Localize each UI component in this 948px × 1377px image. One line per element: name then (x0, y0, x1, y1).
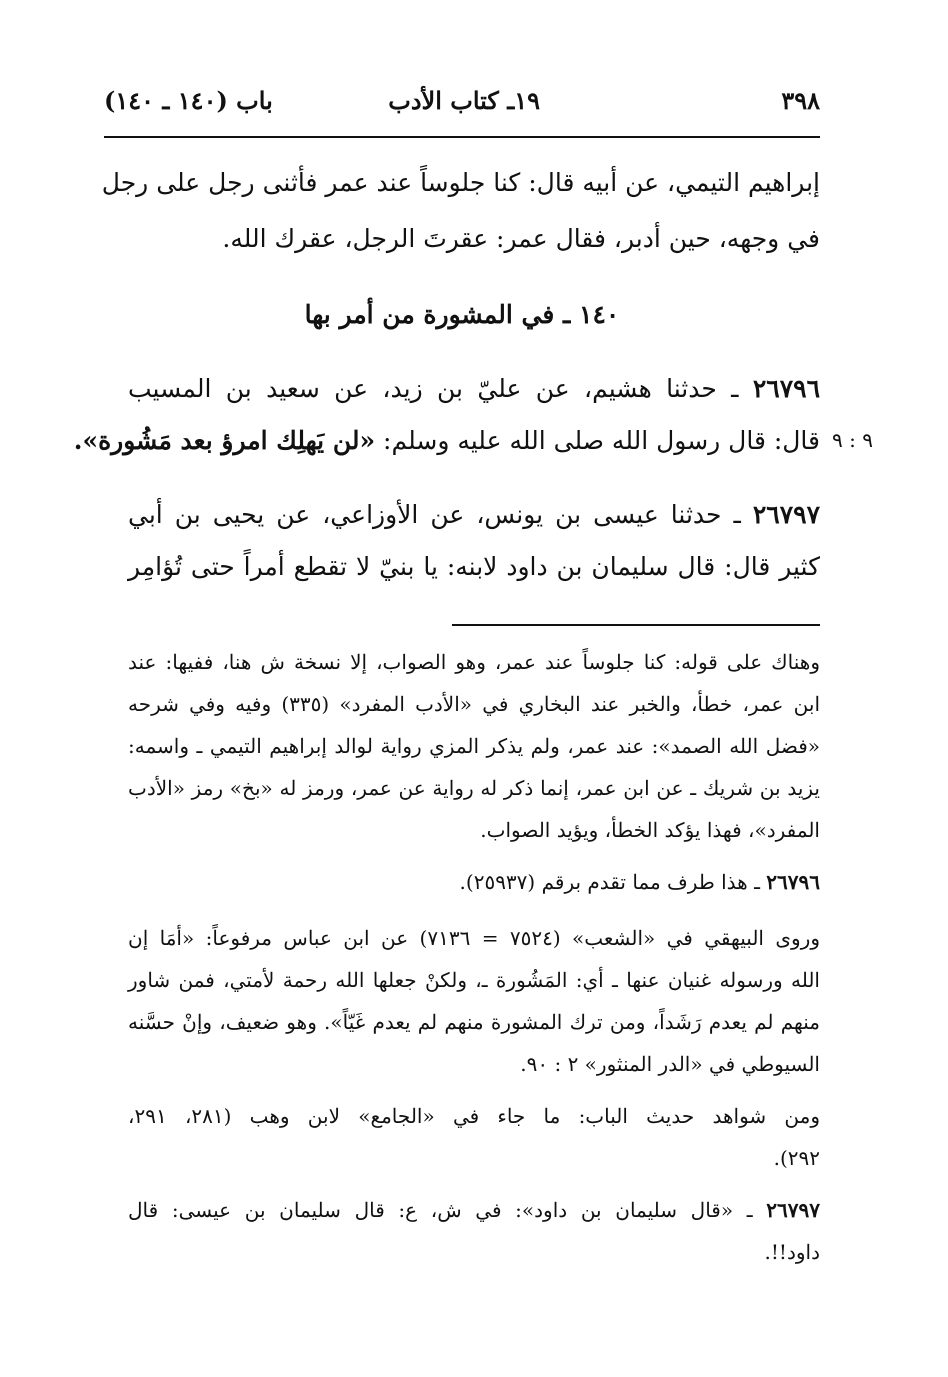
footnote-number: ٢٦٧٩٦ (766, 870, 820, 894)
hadith-text: ـ حدثنا هشيم، عن عليّ بن زيد، عن سعيد بن المسيب (128, 374, 753, 403)
book-title: ١٩ـ كتاب الأدب (388, 86, 540, 115)
chapter-range: باب (١٤٠ ـ ١٤٠) (104, 86, 273, 115)
body-line: في وجهه، حين أدبر، فقال عمر: عقرتَ الرجل، عقرك الله. (222, 224, 820, 253)
margin-reference: ٩ : ٩ (832, 428, 873, 452)
footnote-line: وروى البيهقي في «الشعب» (٧٥٢٤ = ٧١٣٦) عن ابن عباس مرفوعاً: «أمَا إن (128, 926, 820, 950)
hadith-number: ٢٦٧٩٧ (752, 500, 820, 529)
footnote-line: الله ورسوله غنيان عنها ـ أي: المَشُورة ـ، ولكنْ جعلها الله رحمة لأمتي، فمن شاور (128, 968, 820, 992)
footnote-line: ٢٩٢). (773, 1146, 820, 1170)
footnote-number: ٢٦٧٩٧ (766, 1198, 820, 1222)
hadith-quote: «لن يَهلِك امرؤ بعد مَشُورة». (73, 426, 376, 455)
hadith-line (128, 500, 820, 529)
footnote-line (460, 870, 820, 894)
footnote-line: وهناك على قوله: كنا جلوساً عند عمر، وهو الصواب، إلا نسخة ش هنا، ففيها: عند (128, 650, 820, 674)
hadith-line (73, 426, 820, 455)
hadith-number: ٢٦٧٩٦ (752, 374, 820, 403)
footnote-rule (452, 624, 820, 626)
footnote-line: ابن عمر، خطأ، والخبر عند البخاري في «الأدب المفرد» (٣٣٥) وفيه وفي شرحه (128, 692, 820, 716)
footnote-line: داود!!. (764, 1240, 820, 1264)
footnote-text: ـ «قال سليمان بن داود»: في ش، ع: قال سليمان بن عيسى: قال (128, 1198, 767, 1222)
hadith-line (128, 374, 820, 403)
footnote-text: ـ هذا طرف مما تقدم برقم (٢٥٩٣٧). (459, 870, 767, 894)
footnote-line: المفرد»، فهذا يؤكد الخطأ، ويؤيد الصواب. (480, 818, 820, 842)
hadith-line: كثير قال: قال سليمان بن داود لابنه: يا بنيّ لا تقطع أمراً حتى تُؤامِر (128, 552, 820, 581)
footnote-line: السيوطي في «الدر المنثور» ٢ : ٩٠. (520, 1052, 820, 1076)
footnote-line (128, 1198, 820, 1222)
footnote-line: يزيد بن شريك ـ عن ابن عمر، إنما ذكر له رواية عن عمر، ورمز له «بخ» رمز «الأدب (128, 776, 820, 800)
chapter-heading: ١٤٠ ـ في المشورة من أمر بها (304, 300, 620, 329)
footnote-line: ومن شواهد حديث الباب: ما جاء في «الجامع» لابن وهب (٢٨١، ٢٩١، (128, 1104, 821, 1128)
header-rule (104, 136, 820, 138)
hadith-text: ـ حدثنا عيسى بن يونس، عن الأوزاعي، عن يحيى بن أبي (128, 500, 753, 529)
hadith-text: قال: قال رسول الله صلى الله عليه وسلم: (375, 426, 820, 455)
page-number: ٣٩٨ (781, 86, 820, 115)
footnote-line: منهم لم يعدم رَشَداً، ومن ترك المشورة منهم لم يعدم غَيّاً». وهو ضعيف، وإنْ حسَّنه (128, 1010, 820, 1034)
body-line: إبراهيم التيمي، عن أبيه قال: كنا جلوساً عند عمر فأثنى رجل على رجل (101, 168, 820, 197)
running-header (104, 86, 820, 128)
footnote-line: «فضل الله الصمد»: عند عمر، ولم يذكر المزي رواية لوالد إبراهيم التيمي ـ واسمه: (128, 734, 820, 758)
